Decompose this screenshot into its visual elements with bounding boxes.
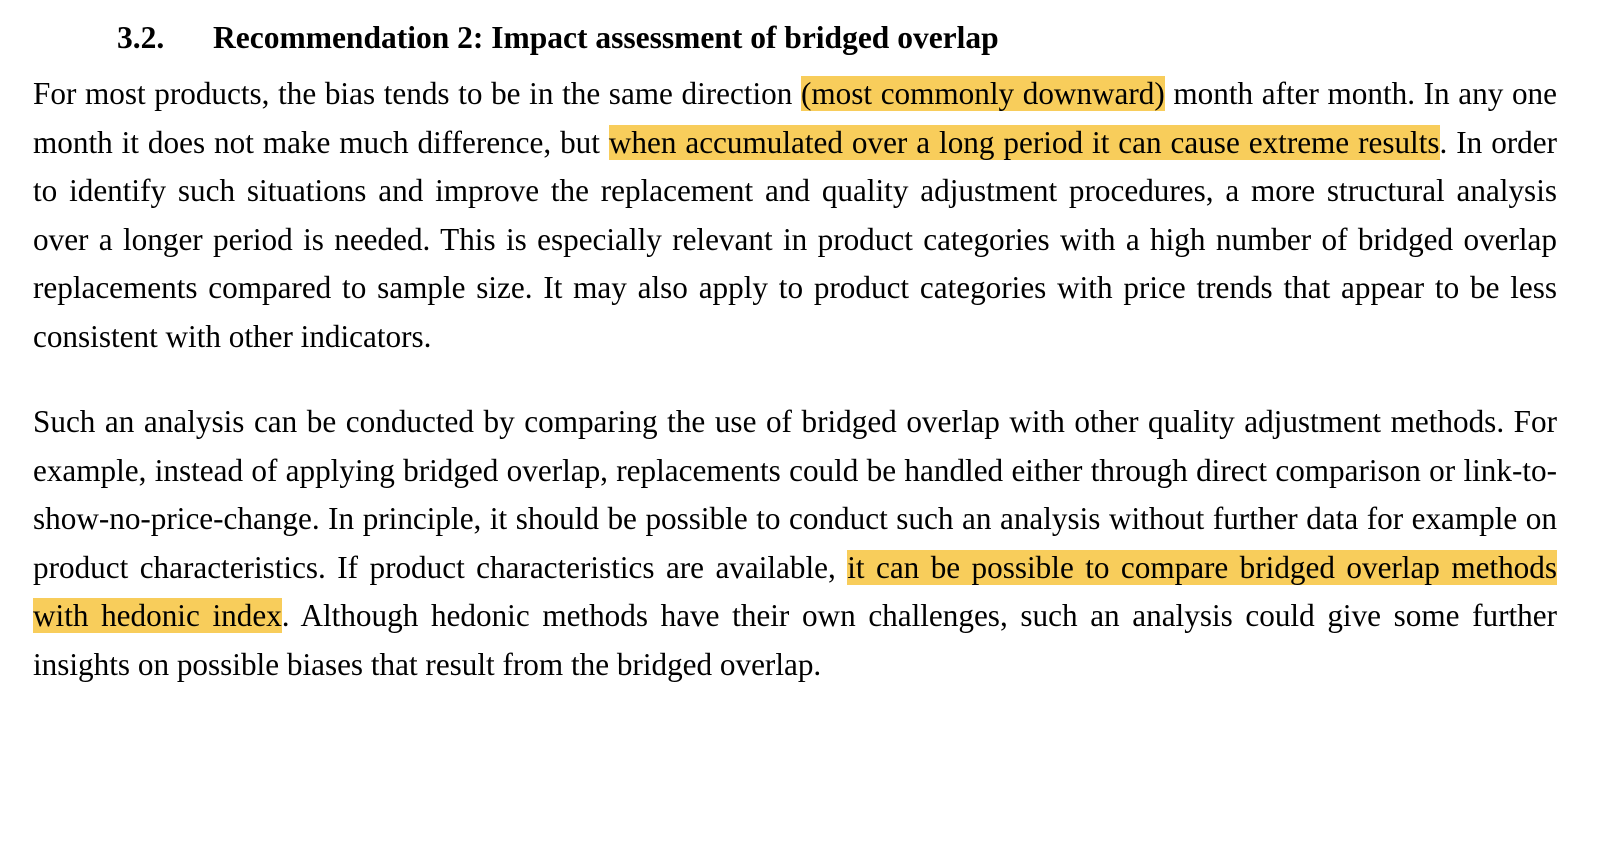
text-segment: month after month. In any one month it does not make much difference, but (33, 76, 1557, 160)
section-title: Recommendation 2: Impact assessment of bridged overlap (213, 20, 999, 55)
text-segment: Such an analysis can be conducted by comparing the use of bridged overlap with other quality adjustment methods. For example, instead of applying bridged overlap, replacements could be handled either through direct comparison or link-to-show-no-price-change. In principle, it should be possible to conduct such an analysis without further data for example on product characteristics. If product characteristics are available, (33, 404, 1557, 585)
text-segment: For most products, the bias tends to be in the same direction (33, 76, 802, 111)
section-heading (33, 14, 1557, 62)
highlighted-text: it can be possible to compare bridged overlap methods with hedonic index (33, 549, 1558, 633)
section-number: 3.2. (117, 20, 165, 55)
paragraph-1 (33, 70, 1557, 361)
text-segment: . In order to identify such situations and improve the replacement and quality adjustment procedures, a more structural analysis over a longer period is needed. This is especially relevant in product categories with a high number of bridged overlap replacements compared to sample size. It may also apply to product categories with price trends that appear to be less consistent with other indicators. (33, 124, 1557, 354)
highlighted-text: when accumulated over a long period it can cause extreme results (608, 124, 1440, 160)
highlighted-text: (most commonly downward) (801, 76, 1165, 111)
paragraph-2 (33, 398, 1557, 689)
text-segment: . Although hedonic methods have their own challenges, such an analysis could give some further insights on possible biases that result from the bridged overlap. (33, 598, 1558, 682)
document-page (33, 14, 1557, 689)
